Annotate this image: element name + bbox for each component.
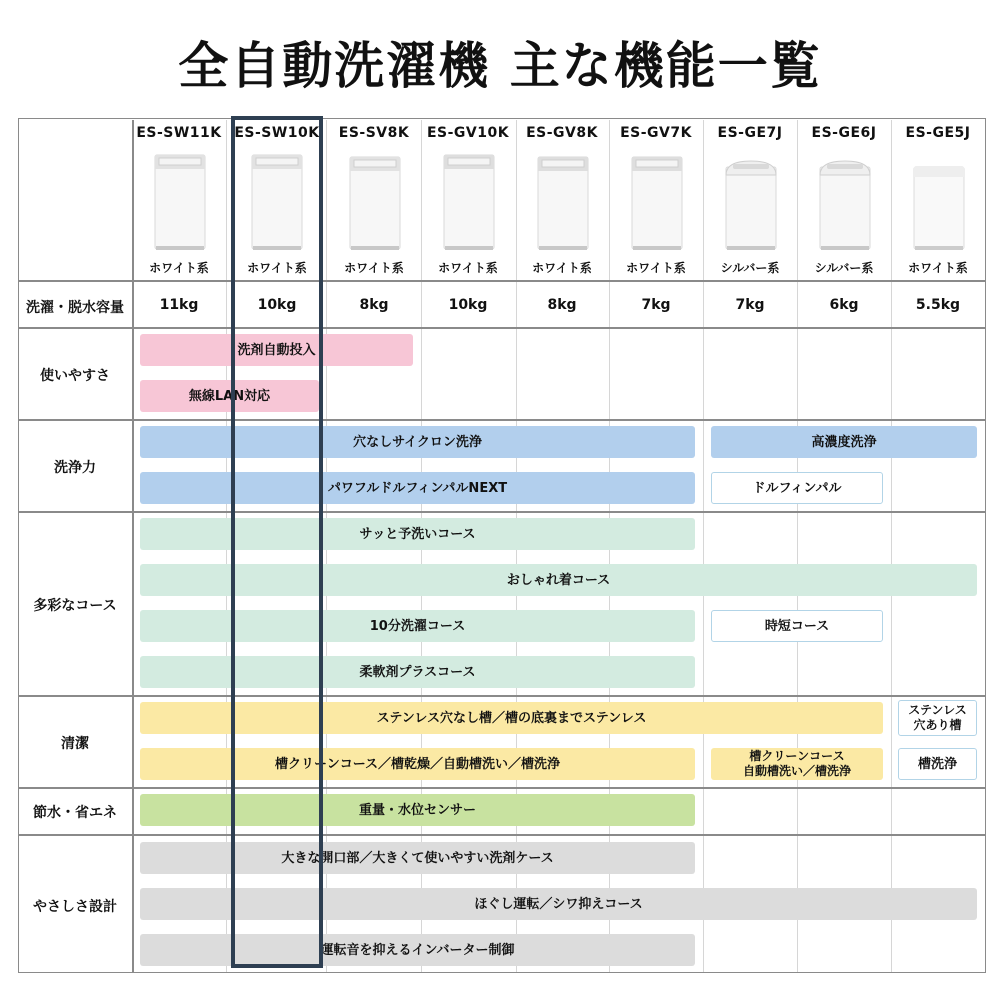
washer-image xyxy=(703,153,797,253)
color-label: ホワイト系 xyxy=(438,261,498,275)
capacity-value: 8kg xyxy=(547,297,577,313)
color-label: ホワイト系 xyxy=(626,261,686,275)
capacity-value: 5.5kg xyxy=(915,297,961,313)
color-label: ホワイト系 xyxy=(247,261,307,275)
category-clean: 清潔 xyxy=(61,736,89,752)
washer-image xyxy=(421,153,515,253)
color-label: ホワイト系 xyxy=(908,261,968,275)
color-label: シルバー系 xyxy=(814,261,874,275)
washer-image xyxy=(891,153,985,253)
model-name: ES-SW10K xyxy=(234,125,320,141)
model-name: ES-GV10K xyxy=(426,125,510,141)
feature-bar: 柔軟剤プラスコース xyxy=(140,656,695,688)
feature-bar: 大きな開口部／大きくて使いやすい洗剤ケース xyxy=(140,842,695,874)
feature-bar: 穴なしサイクロン洗浄 xyxy=(140,426,695,458)
model-name: ES-GE7J xyxy=(717,125,783,141)
feature-bar: 槽クリーンコース／槽乾燥／自動槽洗い／槽洗浄 xyxy=(140,748,695,780)
row-divider xyxy=(18,511,986,513)
page-title: 全自動洗濯機 主な機能一覧 xyxy=(178,37,822,95)
capacity-value: 10kg xyxy=(257,297,297,313)
feature-bar: パワフルドルフィンパルNEXT xyxy=(140,472,695,504)
color-label: ホワイト系 xyxy=(344,261,404,275)
capacity-value: 11kg xyxy=(159,297,199,313)
feature-bar: ほぐし運転／シワ抑えコース xyxy=(140,888,977,920)
feature-bar: 重量・水位センサー xyxy=(140,794,695,826)
color-label: シルバー系 xyxy=(720,261,780,275)
feature-bar: 槽クリーンコース 自動槽洗い／槽洗浄 xyxy=(711,748,883,780)
feature-bar: 運転音を抑えるインバーター制御 xyxy=(140,934,695,966)
row-divider xyxy=(18,327,986,329)
capacity-value: 7kg xyxy=(735,297,765,313)
washer-image xyxy=(515,153,609,253)
color-label: ホワイト系 xyxy=(149,261,209,275)
model-name: ES-GV8K xyxy=(526,125,598,141)
feature-bar: サッと予洗いコース xyxy=(140,518,695,550)
capacity-value: 7kg xyxy=(641,297,671,313)
capacity-value: 10kg xyxy=(448,297,488,313)
row-divider xyxy=(18,834,986,836)
feature-bar: 洗剤自動投入 xyxy=(140,334,413,366)
category-gentle: やさしさ設計 xyxy=(33,899,117,915)
capacity-value: 8kg xyxy=(359,297,389,313)
feature-bar: おしゃれ着コース xyxy=(140,564,977,596)
row-divider xyxy=(18,419,986,421)
feature-bar: 槽洗浄 xyxy=(898,748,977,780)
row-divider xyxy=(18,280,986,282)
washer-image xyxy=(132,153,226,253)
row-divider xyxy=(18,787,986,789)
feature-bar: ステンレス穴なし槽／槽の底裏までステンレス xyxy=(140,702,883,734)
feature-bar: ドルフィンパル xyxy=(711,472,883,504)
model-name: ES-GV7K xyxy=(620,125,692,141)
feature-bar: 10分洗濯コース xyxy=(140,610,695,642)
model-name: ES-GE5J xyxy=(905,125,971,141)
capacity-row-label: 洗濯・脱水容量 xyxy=(26,300,124,316)
washer-image xyxy=(230,153,324,253)
capacity-value: 6kg xyxy=(829,297,859,313)
feature-bar: 時短コース xyxy=(711,610,883,642)
category-courses: 多彩なコース xyxy=(33,598,117,614)
feature-bar: 高濃度洗浄 xyxy=(711,426,977,458)
model-name: ES-GE6J xyxy=(811,125,877,141)
feature-bar: ステンレス 穴あり槽 xyxy=(898,700,977,736)
category-ease: 使いやすさ xyxy=(40,368,110,384)
model-name: ES-SW11K xyxy=(136,125,222,141)
row-divider xyxy=(18,695,986,697)
feature-bar: 無線LAN対応 xyxy=(140,380,319,412)
category-eco: 節水・省エネ xyxy=(33,805,117,821)
washer-image xyxy=(327,153,421,253)
model-name: ES-SV8K xyxy=(338,125,410,141)
washer-image xyxy=(797,153,891,253)
washer-image xyxy=(609,153,703,253)
category-cleaning: 洗浄力 xyxy=(54,460,96,476)
color-label: ホワイト系 xyxy=(532,261,592,275)
